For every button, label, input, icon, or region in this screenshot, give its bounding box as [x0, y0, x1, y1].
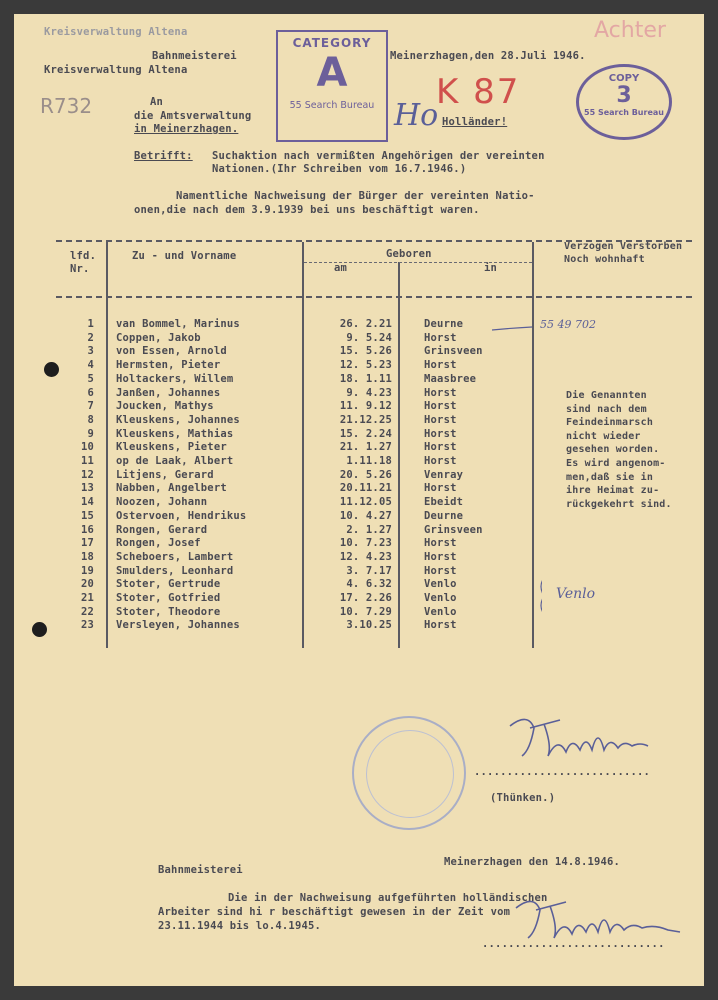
row-number: 1: [87, 318, 94, 330]
intro-line-2: onen,die nach dem 3.9.1939 bei uns beschäftigt waren.: [134, 204, 480, 216]
header-nr: lfd. Nr.: [70, 250, 97, 275]
row-name: Kleuskens, Pieter: [116, 441, 227, 453]
row-number: 12: [80, 469, 94, 481]
row-number: 8: [87, 414, 94, 426]
row-birth-place: Horst: [424, 565, 457, 577]
row-birth-date: 10. 7.23: [339, 537, 392, 549]
row-number: 18: [80, 551, 94, 563]
table-column-rule-1: [106, 242, 108, 648]
pencil-reference: R732: [40, 94, 93, 118]
row-birth-place: Horst: [424, 619, 457, 631]
row-name: Janßen, Johannes: [116, 387, 221, 399]
sender-line-0: Bahnmeisterei: [152, 50, 237, 62]
footer-line-2: Arbeiter sind hi r beschäftigt gewesen in der Zeit vom: [158, 906, 511, 918]
row-birth-date: 11. 9.12: [339, 400, 392, 412]
sender-line-1: Kreisverwaltung Altena: [44, 64, 188, 76]
signature-name: (Thünken.): [490, 792, 556, 804]
header-geboren: Geboren: [386, 248, 432, 260]
row-birth-place: Venlo: [424, 606, 457, 618]
row-number: 20: [80, 578, 94, 590]
row-name: Versleyen, Johannes: [116, 619, 240, 631]
copy-stamp-number: 3: [616, 83, 632, 108]
signature-mark: [500, 706, 660, 766]
row-birth-date: 12. 4.23: [339, 551, 392, 563]
copy-stamp: [576, 64, 672, 140]
red-reference: K 87: [436, 72, 521, 112]
row-birth-date: 12. 5.23: [339, 359, 392, 371]
place-date: Meinerzhagen,den 28.Juli 1946.: [390, 50, 586, 62]
row-number: 5: [87, 373, 94, 385]
row-number: 14: [80, 496, 94, 508]
red-top-note: Achter: [594, 18, 666, 43]
row-birth-place: Horst: [424, 400, 457, 412]
row-birth-date: 1.11.18: [346, 455, 392, 467]
subject-line-1: Suchaktion nach vermißten Angehörigen der vereinten: [212, 150, 545, 162]
to-prefix: An: [150, 96, 164, 108]
margin-note-venlo: Venlo: [556, 586, 596, 602]
row-name: Stoter, Gertrude: [116, 578, 221, 590]
row-name: Coppen, Jakob: [116, 332, 201, 344]
table-header-rule: [56, 296, 692, 300]
header-name: Zu - und Vorname: [132, 250, 237, 262]
row-number: 17: [80, 537, 94, 549]
remark-line: Die Genannten: [566, 390, 647, 401]
remark-line: Es wird angenom-: [566, 458, 666, 469]
footer-signature-mark: [508, 888, 688, 944]
row-name: Kleuskens, Mathias: [116, 428, 234, 440]
top-left-faint-text: Kreisverwaltung Altena: [44, 26, 188, 38]
remark-line: ihre Heimat zu-: [566, 485, 660, 497]
to-line-2: in Meinerzhagen.: [134, 123, 239, 135]
signature-dots: ...........................: [474, 766, 651, 778]
row-birth-date: 3.10.25: [346, 619, 392, 631]
category-stamp-title: CATEGORY: [292, 36, 372, 50]
subject-label: Betrifft:: [134, 150, 193, 162]
row-name: von Essen, Arnold: [116, 345, 227, 357]
row-number: 11: [80, 455, 94, 467]
row-number: 2: [87, 332, 94, 344]
row-name: Scheboers, Lambert: [116, 551, 234, 563]
row-name: op de Laak, Albert: [116, 455, 234, 467]
row-birth-place: Horst: [424, 441, 457, 453]
table-column-rule-3: [398, 262, 400, 648]
row-number: 23: [80, 619, 94, 631]
footer-office: Bahnmeisterei: [158, 864, 243, 876]
row-birth-place: Ebeidt: [424, 496, 464, 508]
row-name: Ostervoen, Hendrikus: [116, 510, 247, 522]
row-birth-place: Horst: [424, 428, 457, 440]
row-birth-date: 9. 4.23: [346, 387, 392, 399]
copy-stamp-bureau: 55 Search Bureau: [584, 108, 664, 117]
row-number: 22: [80, 606, 94, 618]
row-number: 19: [80, 565, 94, 577]
row-name: Hermsten, Pieter: [116, 359, 221, 371]
row-name: Stoter, Gotfried: [116, 592, 221, 604]
row-name: Stoter, Theodore: [116, 606, 221, 618]
category-stamp-letter: A: [316, 50, 348, 96]
footer-line-1: Die in der Nachweisung aufgeführten holländischen: [228, 892, 548, 904]
row-birth-date: 4. 6.32: [346, 578, 392, 590]
row-birth-date: 21.12.25: [339, 414, 392, 426]
row-number: 7: [87, 400, 94, 412]
row-name: Joucken, Mathys: [116, 400, 214, 412]
row-birth-date: 17. 2.26: [339, 592, 392, 604]
row-birth-date: 20. 5.26: [339, 469, 392, 481]
row-name: Rongen, Josef: [116, 537, 201, 549]
row-birth-date: 20.11.21: [339, 482, 392, 494]
row-birth-place: Horst: [424, 359, 457, 371]
row-birth-date: 15. 5.26: [339, 345, 392, 357]
row-number: 13: [80, 482, 94, 494]
row-birth-date: 10. 4.27: [339, 510, 392, 522]
row-birth-place: Grinsveen: [424, 524, 483, 536]
row-number: 21: [80, 592, 94, 604]
row-name: Noozen, Johann: [116, 496, 208, 508]
footer-dots: ............................: [482, 938, 665, 950]
header-in: in: [484, 262, 498, 274]
row-birth-place: Horst: [424, 537, 457, 549]
row-number: 15: [80, 510, 94, 522]
row-birth-place: Venlo: [424, 578, 457, 590]
row-name: Litjens, Gerard: [116, 469, 214, 481]
subject-line-2: Nationen.(Ihr Schreiben vom 16.7.1946.): [212, 163, 467, 175]
row-birth-place: Horst: [424, 551, 457, 563]
row-number: 4: [87, 359, 94, 371]
row-name: van Bommel, Marinus: [116, 318, 240, 330]
row-birth-place: Deurne: [424, 318, 464, 330]
category-stamp: [276, 30, 388, 142]
round-office-stamp: [352, 716, 466, 830]
margin-note-number: 55 49 702: [540, 318, 596, 331]
header-remark: Verzogen Verstorben Noch wohnhaft: [564, 241, 683, 265]
table-column-rule-2: [302, 242, 304, 648]
to-line-1: die Amtsverwaltung: [134, 110, 252, 122]
intro-line-1: Namentliche Nachweisung der Bürger der vereinten Natio-: [176, 190, 535, 202]
header-am: am: [334, 262, 348, 274]
remark-line: Feindeinmarsch: [566, 417, 654, 429]
remark-line: rückgekehrt sind.: [566, 498, 672, 510]
punch-hole-top: [44, 362, 59, 377]
row-name: Nabben, Angelbert: [116, 482, 227, 494]
row-birth-date: 15. 2.24: [339, 428, 392, 440]
row-birth-place: Horst: [424, 387, 457, 399]
footer-line-3: 23.11.1944 bis lo.4.1945.: [158, 920, 322, 932]
punch-hole-bottom: [32, 622, 47, 637]
row-name: Kleuskens, Johannes: [116, 414, 240, 426]
hollaender-note: Holländer!: [442, 116, 508, 128]
row-birth-place: Horst: [424, 332, 457, 344]
row-number: 10: [80, 441, 94, 453]
copy-stamp-word: COPY: [608, 73, 640, 84]
row-birth-place: Venray: [424, 469, 464, 481]
row-birth-place: Deurne: [424, 510, 464, 522]
remark-line: men,daß sie in: [566, 471, 654, 483]
row-number: 3: [87, 345, 94, 357]
row-number: 6: [87, 387, 94, 399]
row-birth-date: 3. 7.17: [346, 565, 392, 577]
remark-line: sind nach dem: [566, 403, 647, 415]
row-birth-date: 9. 5.24: [346, 332, 392, 344]
row-birth-place: Horst: [424, 414, 457, 426]
row-number: 16: [80, 524, 94, 536]
row-birth-date: 18. 1.11: [339, 373, 392, 385]
row-birth-place: Horst: [424, 482, 457, 494]
row-name: Holtackers, Willem: [116, 373, 234, 385]
handwritten-initials: Ho: [394, 98, 439, 133]
row-birth-date: 21. 1.27: [339, 441, 392, 453]
row-birth-place: Maasbree: [424, 373, 477, 385]
remark-line: gesehen worden.: [566, 444, 660, 456]
row-name: Rongen, Gerard: [116, 524, 208, 536]
category-stamp-bureau: 55 Search Bureau: [289, 100, 375, 111]
row-number: 9: [87, 428, 94, 440]
row-birth-date: 26. 2.21: [339, 318, 392, 330]
footer-place-date: Meinerzhagen den 14.8.1946.: [444, 856, 621, 868]
margin-marks: [492, 318, 542, 618]
row-birth-date: 2. 1.27: [346, 524, 392, 536]
row-birth-date: 11.12.05: [339, 496, 392, 508]
row-birth-place: Horst: [424, 455, 457, 467]
remark-line: nicht wieder: [566, 430, 641, 442]
row-birth-place: Grinsveen: [424, 345, 483, 357]
row-birth-date: 10. 7.29: [339, 606, 392, 618]
row-name: Smulders, Leonhard: [116, 565, 234, 577]
row-birth-place: Venlo: [424, 592, 457, 604]
